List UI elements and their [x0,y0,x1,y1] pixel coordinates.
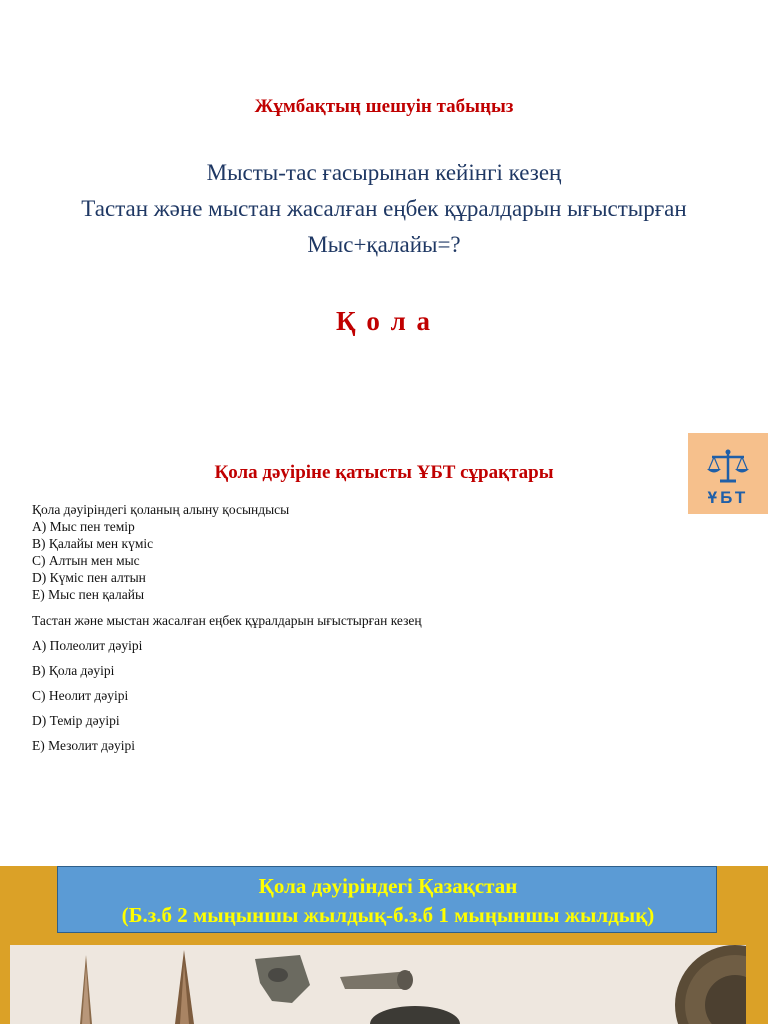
riddle-title: Жұмбақтың шешуін табыңыз [254,96,514,117]
riddle-slide [0,0,768,432]
clue-line-2: Тастан және мыстан жасалған еңбек құралдарын ығыстырған [81,196,687,221]
question-2-option-b: B) Қола дәуірі [32,663,115,678]
clue-line-3: Мыс+қалайы=? [307,232,461,257]
title-banner [57,866,717,933]
bronze-artifacts-image [10,945,746,1024]
riddle-answer: Қ о л а [336,306,432,336]
question-1-option-b: B) Қалайы мен күміс [32,536,154,551]
clue-line-1: Мысты-тас ғасырынан кейінгі кезең [206,160,562,185]
question-2-option-c: C) Неолит дәуірі [32,688,129,703]
question-2-option-e: E) Мезолит дәуірі [32,738,136,753]
banner-title: Қола дәуіріндегі Қазақстан [258,874,518,898]
question-1-option-a: A) Мыс пен темір [32,519,135,534]
ubt-questions-title: Қола дәуіріне қатысты ҰБТ сұрақтары [214,462,554,483]
ubt-logo-text: ҰБТ [707,488,749,507]
banner-subtitle: (Б.з.б 2 мыңыншы жылдық-б.з.б 1 мыңыншы жылдық) [121,903,655,927]
ubt-questions-slide [0,432,768,866]
question-1-option-e: E) Мыс пен қалайы [32,587,145,602]
bronze-artifacts-photo [10,945,746,1024]
question-1-option-d: D) Күміс пен алтын [32,570,146,585]
question-2-option-d: D) Темір дәуірі [32,713,120,728]
bronze-age-kazakhstan-slide [0,866,768,1024]
question-2-option-a: A) Полеолит дәуірі [32,638,143,653]
question-2-text: Тастан және мыстан жасалған еңбек құралдарын ығыстырған кезең [32,613,422,628]
question-1-option-c: C) Алтын мен мыс [32,553,140,568]
question-1-text: Қола дәуіріндегі қоланың алыну қосындысы [32,502,290,517]
